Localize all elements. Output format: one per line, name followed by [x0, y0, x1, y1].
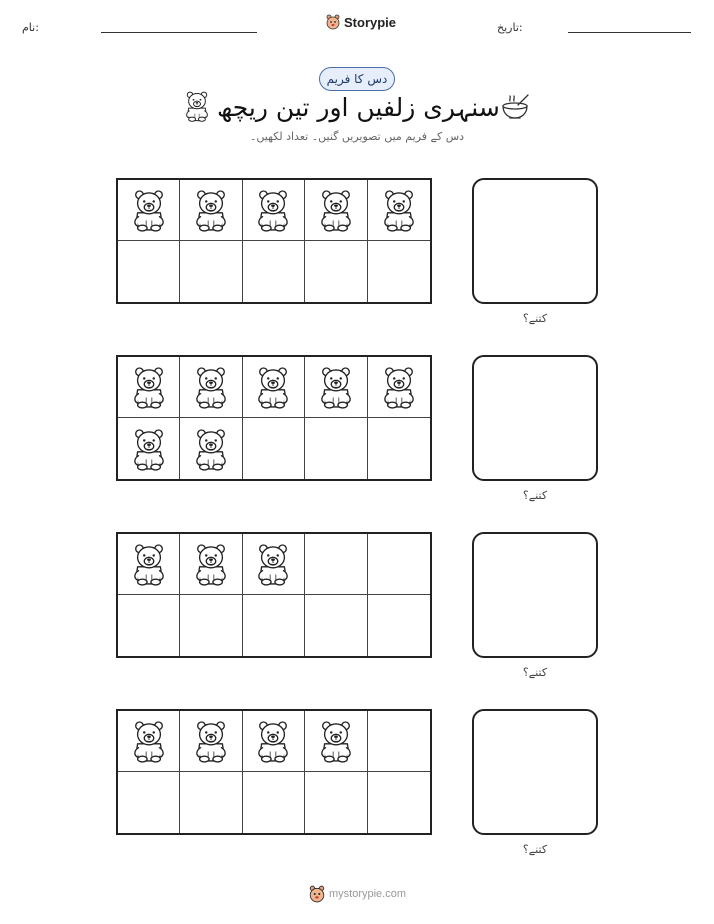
- bear-icon: [130, 188, 168, 232]
- bear-icon: [192, 188, 230, 232]
- bear-icon: [254, 542, 292, 586]
- answer-box[interactable]: [472, 709, 598, 835]
- ten-frame-cell: [243, 595, 305, 656]
- bear-icon: [130, 719, 168, 763]
- ten-frame-cell: [243, 241, 305, 302]
- ten-frame-cell: [180, 595, 242, 656]
- bear-icon: [130, 542, 168, 586]
- ten-frame-cell: [243, 772, 305, 833]
- ten-frame-cell: [180, 241, 242, 302]
- ten-frame-cell: [243, 711, 305, 772]
- how-many-label: کتنے؟: [522, 312, 548, 325]
- brand-name: Storypie: [344, 14, 397, 30]
- bear-icon: [317, 188, 355, 232]
- ten-frame-cell: [368, 241, 430, 302]
- ten-frame-cell: [368, 357, 430, 418]
- ten-frame-cell: [118, 241, 180, 302]
- answer-box[interactable]: [472, 532, 598, 658]
- bear-icon: [380, 365, 418, 409]
- ten-frame-cell: [118, 357, 180, 418]
- porridge-bowl-icon: [500, 92, 532, 122]
- ten-frame-cell: [305, 595, 367, 656]
- ten-frame-cell: [118, 418, 180, 479]
- ten-frame-cell: [118, 180, 180, 241]
- ten-frame-cell: [180, 534, 242, 595]
- bear-icon: [380, 188, 418, 232]
- ten-frame-cell: [243, 180, 305, 241]
- bear-icon: [130, 427, 168, 471]
- bear-icon: [130, 365, 168, 409]
- ten-frame-cell: [305, 357, 367, 418]
- bear-icon: [254, 188, 292, 232]
- ten-frame-cell: [305, 534, 367, 595]
- how-many-label: کتنے؟: [522, 666, 548, 679]
- bear-icon: [192, 719, 230, 763]
- footer: [309, 885, 406, 903]
- ten-frame: [116, 355, 432, 481]
- ten-frame-cell: [243, 534, 305, 595]
- storypie-logo-icon: [309, 885, 325, 903]
- title-bear-icon: [183, 90, 211, 122]
- ten-frame: [116, 709, 432, 835]
- brand-logo: [326, 14, 396, 30]
- bear-icon: [254, 365, 292, 409]
- footer-url: mystorypie.com: [329, 888, 407, 900]
- ten-frame-cell: [368, 595, 430, 656]
- worksheet-type-badge: دس کا فریم: [319, 67, 395, 91]
- ten-frame: [116, 178, 432, 304]
- ten-frame-cell: [118, 595, 180, 656]
- page-title: سنہری زلفیں اور تین ریچھ: [217, 93, 500, 122]
- storypie-logo-icon: [326, 14, 340, 30]
- date-label: تاریخ:: [497, 21, 523, 34]
- ten-frame-cell: [368, 772, 430, 833]
- ten-frame-cell: [243, 418, 305, 479]
- ten-frame-cell: [305, 241, 367, 302]
- ten-frame-cell: [180, 180, 242, 241]
- ten-frame-cell: [180, 772, 242, 833]
- name-line[interactable]: [101, 32, 257, 33]
- ten-frame-cell: [118, 534, 180, 595]
- ten-frame-cell: [180, 711, 242, 772]
- ten-frame-cell: [180, 418, 242, 479]
- how-many-label: کتنے؟: [522, 843, 548, 856]
- ten-frame-cell: [305, 180, 367, 241]
- instructions: دس کے فریم میں تصویریں گنیں۔ تعداد لکھیں۔: [249, 130, 465, 143]
- ten-frame-cell: [243, 357, 305, 418]
- bear-icon: [254, 719, 292, 763]
- bear-icon: [192, 365, 230, 409]
- name-label: نام:: [22, 21, 39, 34]
- bear-icon: [317, 365, 355, 409]
- ten-frame-cell: [180, 357, 242, 418]
- ten-frame-cell: [368, 418, 430, 479]
- bear-icon: [192, 427, 230, 471]
- ten-frame-cell: [118, 711, 180, 772]
- ten-frame-cell: [118, 772, 180, 833]
- ten-frame-cell: [305, 418, 367, 479]
- bear-icon: [192, 542, 230, 586]
- ten-frame-cell: [368, 711, 430, 772]
- date-line[interactable]: [568, 32, 691, 33]
- ten-frame-cell: [305, 772, 367, 833]
- ten-frame-cell: [368, 180, 430, 241]
- how-many-label: کتنے؟: [522, 489, 548, 502]
- ten-frame-cell: [368, 534, 430, 595]
- answer-box[interactable]: [472, 178, 598, 304]
- ten-frame: [116, 532, 432, 658]
- bear-icon: [317, 719, 355, 763]
- answer-box[interactable]: [472, 355, 598, 481]
- ten-frame-cell: [305, 711, 367, 772]
